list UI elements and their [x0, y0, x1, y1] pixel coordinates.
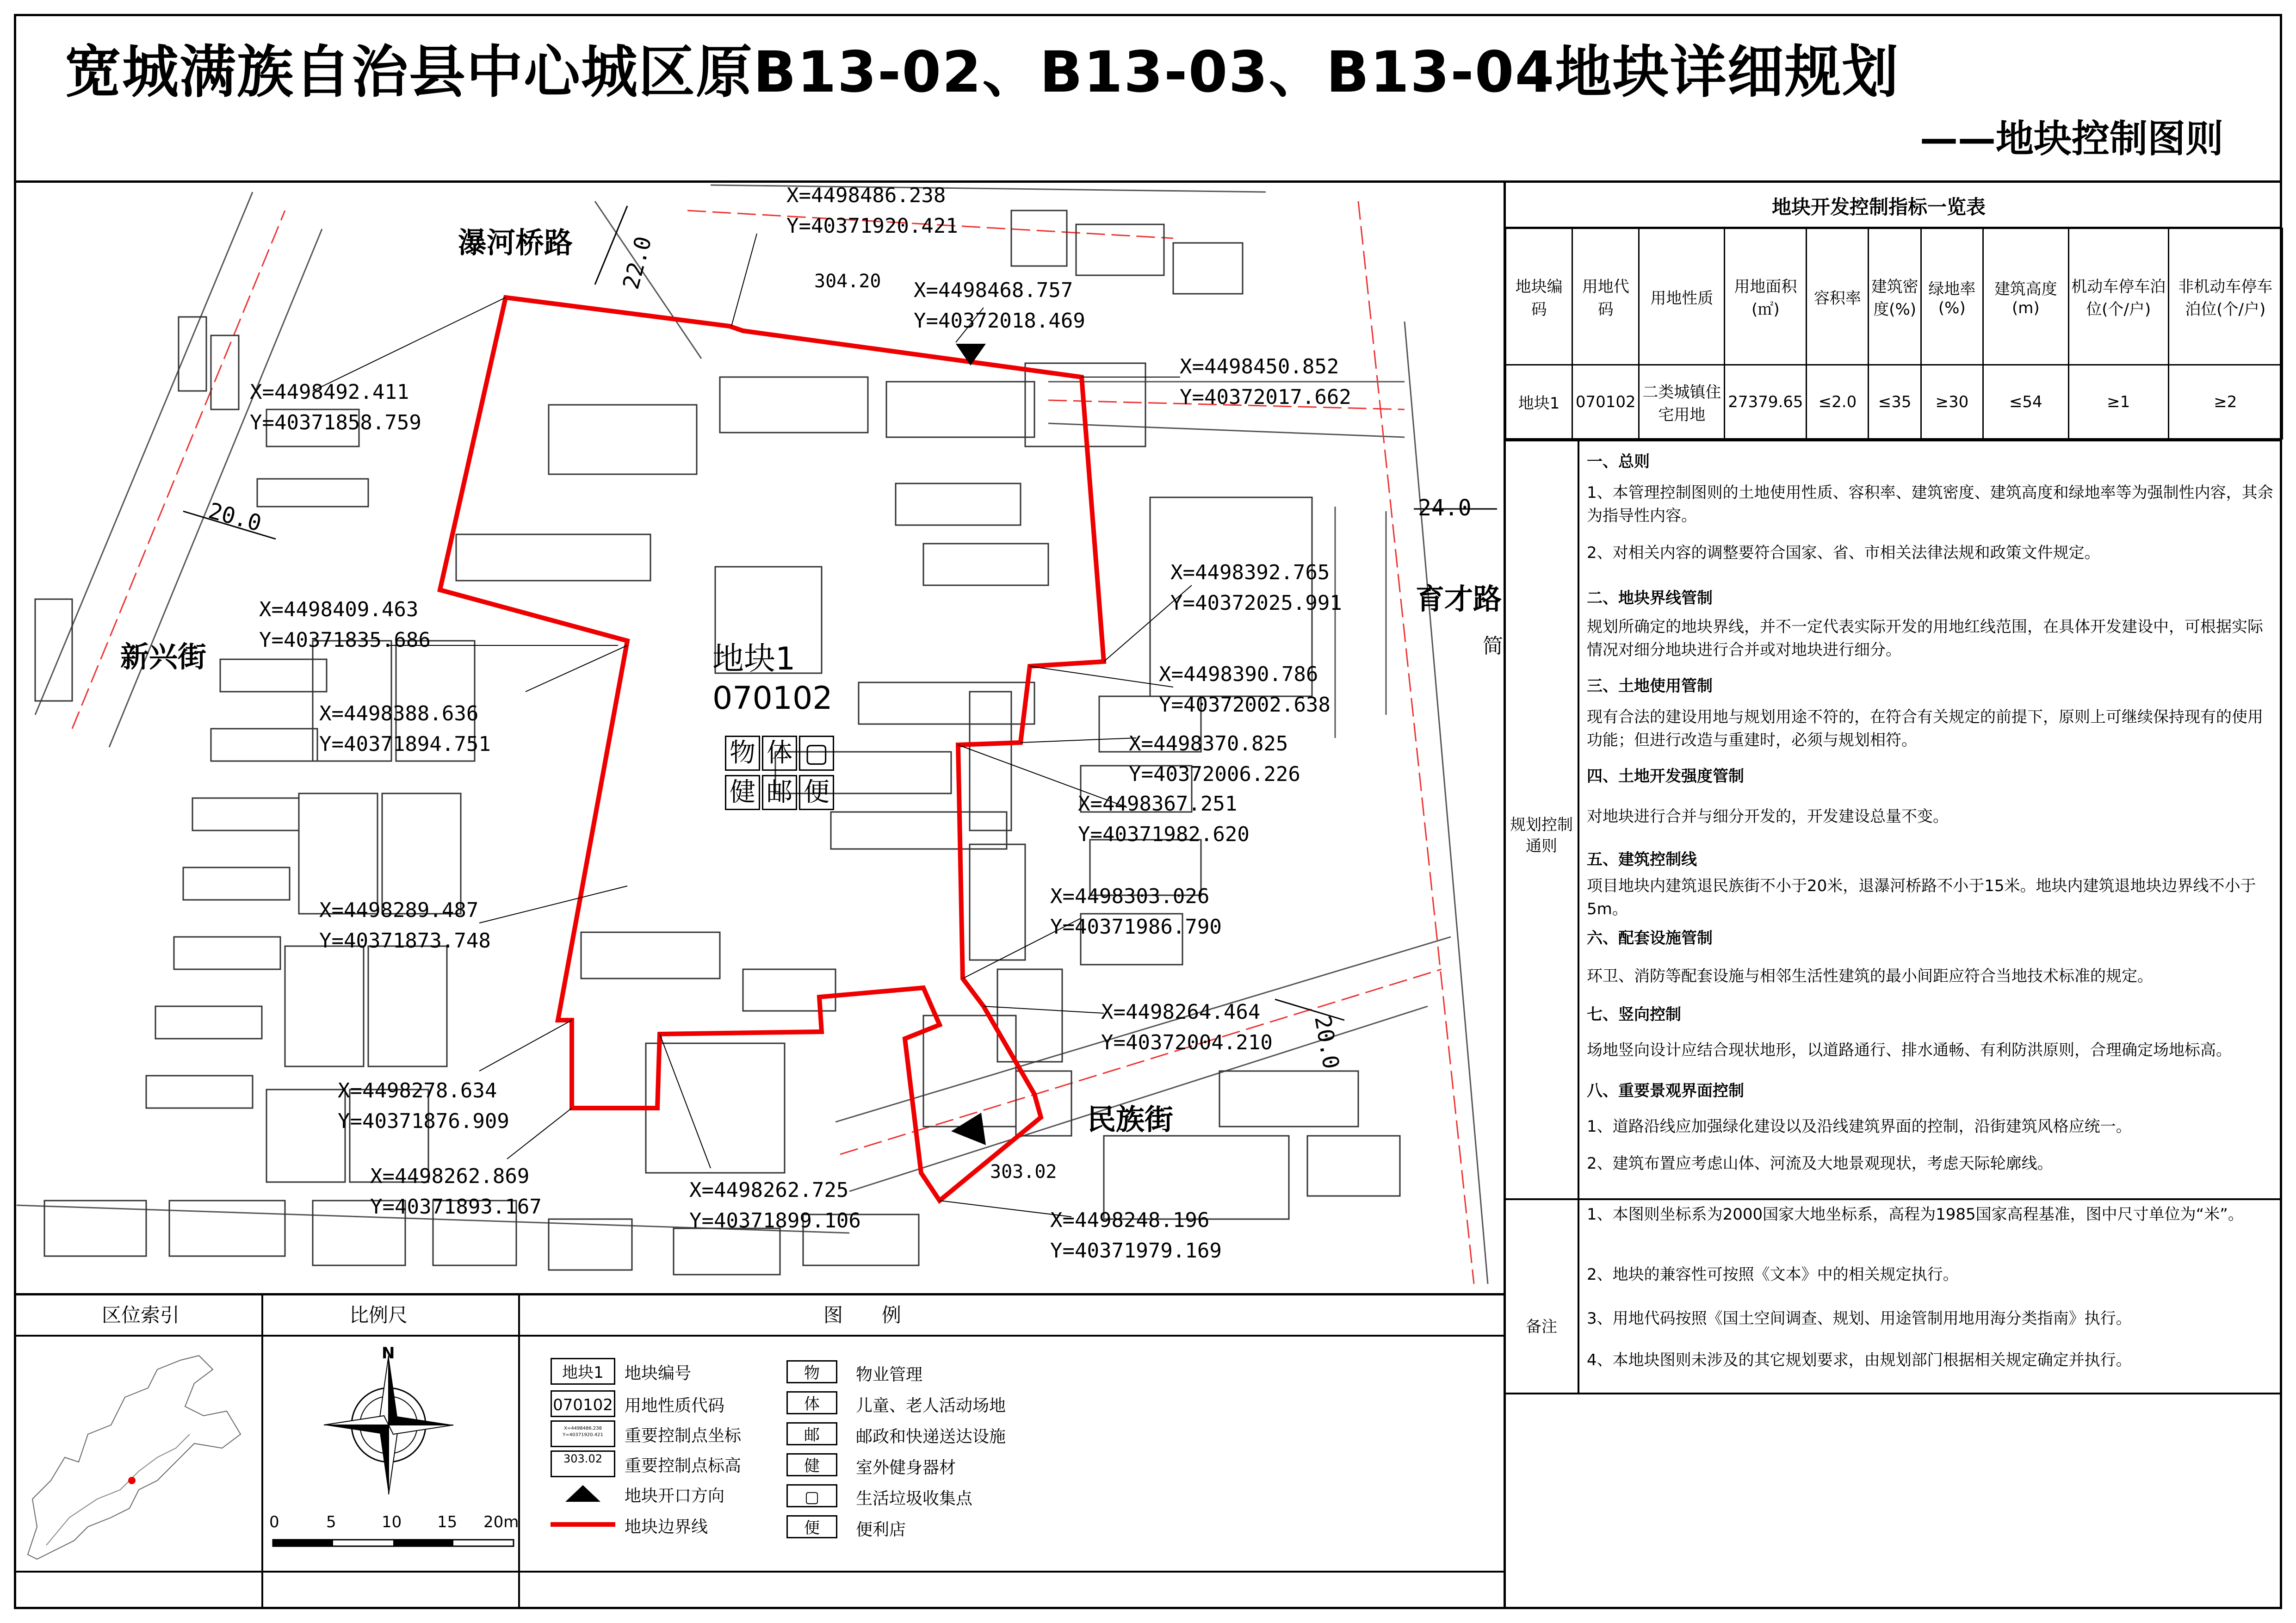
scale-tick: 0	[269, 1513, 279, 1531]
coord-label: X=4498278.634 Y=40371876.909	[338, 1079, 509, 1133]
coord-label: X=4498264.464 Y=40372004.210	[1101, 1000, 1273, 1054]
coord-label: X=4498262.725 Y=40371899.106	[689, 1178, 861, 1233]
control-table-header: 建筑高度(m)	[1983, 229, 2068, 365]
bottom-header-divider	[14, 1335, 1506, 1337]
coord-label: X=4498262.869 Y=40371893.167	[370, 1165, 542, 1219]
notes-label: 备注	[1526, 1318, 1557, 1336]
legend-key-coordinate: X=4498486.238 Y=40371920.421	[551, 1420, 615, 1447]
notes-bottom-divider	[1506, 1393, 2282, 1394]
plot-facilities-row-1	[724, 736, 835, 771]
note-item: 1、本图则坐标系为2000国家大地坐标系，高程为1985国家高程基准，图中尺寸单位为“米”。	[1587, 1205, 2244, 1224]
control-table-header: 地块编码	[1506, 229, 1572, 365]
road-width-left: 20.0	[205, 497, 264, 537]
control-table-cell: ≤54	[1983, 365, 2068, 439]
bottom-col-divider-2	[518, 1293, 520, 1609]
rules-text: 2、对相关内容的调整要符合国家、省、市相关法律法规和政策文件规定。	[1587, 544, 2100, 562]
legend-key-plot-number: 地块1	[551, 1358, 615, 1385]
rules-text: 1、道路沿线应加强绿化建设以及沿线建筑界面的控制，沿街建筑风格应统一。	[1587, 1117, 2132, 1136]
rules-heading: 二、地块界线管制	[1587, 589, 1713, 607]
control-table	[1505, 228, 2283, 440]
legend-key-fitness: 健	[786, 1453, 837, 1476]
control-table-header: 绿地率(%)	[1921, 229, 1983, 365]
coord-label: X=4498486.238 Y=40371920.421	[786, 184, 958, 238]
road-label-xin-xing-jie: 新兴街	[120, 640, 207, 674]
road-label-min-zu-jie: 民族街	[1087, 1103, 1174, 1136]
plot-code: 070102	[712, 680, 833, 717]
note-item: 4、本地块图则未涉及的其它规划要求，由规划部门根据相关规定确定并执行。	[1587, 1351, 2132, 1369]
legend-key-property: 物	[786, 1360, 837, 1383]
notes-label-divider	[1578, 1198, 1579, 1393]
elevation-top: 304.20	[814, 271, 881, 292]
control-table-header: 用地面积(㎡)	[1725, 229, 1807, 365]
control-table-header: 非机动车停车泊位(个/户)	[2168, 229, 2282, 365]
legend-key-store: 便	[786, 1515, 837, 1538]
control-table-cell: ≤2.0	[1807, 365, 1869, 439]
rules-heading: 六、配套设施管制	[1587, 929, 1713, 948]
scale-tick: 10	[382, 1513, 402, 1531]
legend-key-opening-arrow	[564, 1484, 601, 1503]
scale-tick: 20m	[483, 1513, 519, 1531]
road-label-pu-he-qiao-lu: 瀑河桥路	[458, 226, 573, 260]
legend-key-land-code: 070102	[551, 1390, 615, 1417]
rules-heading: 五、建筑控制线	[1587, 850, 1697, 869]
facility-property-management: 物	[725, 736, 760, 771]
scale-tick: 15	[437, 1513, 458, 1531]
page-title: 宽城满族自治县中心城区原B13-02、B13-03、B13-04地块详细规划	[65, 39, 1900, 105]
road-width-bottom: 20.0	[1309, 1014, 1344, 1071]
control-table-header: 建筑密度(%)	[1869, 229, 1921, 365]
control-table-cell: ≤35	[1869, 365, 1921, 439]
rules-text: 场地竖向设计应结合现状地形，以道路通行、排水通畅、有利防洪原则，合理确定场地标高。	[1587, 1041, 2232, 1059]
coord-label: X=4498492.411 Y=40371858.759	[250, 380, 421, 434]
legend-key-garbage: ▢	[786, 1484, 837, 1507]
road-label-yu-cai-lu: 育才路	[1416, 582, 1502, 616]
control-table-cell: 地块1	[1506, 365, 1572, 439]
map-bottom-divider	[14, 1293, 1506, 1295]
legend-label: 室外健身器材	[856, 1458, 956, 1477]
rules-text: 项目地块内建筑退民族街不小于20米，退瀑河桥路不小于15米。地块内建筑退地块边界线不小于5m。	[1587, 877, 2256, 918]
legend-label: 地块边界线	[625, 1518, 708, 1536]
coord-label: X=4498388.636 Y=40371894.751	[319, 702, 491, 756]
rules-text: 2、建筑布置应考虑山体、河流及大地景观现状，考虑天际轮廓线。	[1587, 1154, 2053, 1173]
control-table-cell: ≥1	[2068, 365, 2168, 439]
coord-label: X=4498450.852 Y=40372017.662	[1180, 355, 1351, 409]
coord-label: X=4498303.026 Y=40371986.790	[1050, 885, 1222, 939]
control-table-header: 容积率	[1807, 229, 1869, 365]
rules-top-divider	[1506, 440, 2282, 441]
north-label: N	[382, 1344, 395, 1363]
coord-label: X=4498248.196 Y=40371979.169	[1050, 1208, 1222, 1263]
control-table-cell: 二类城镇住宅用地	[1639, 365, 1725, 439]
rules-heading: 一、总则	[1587, 452, 1650, 471]
legend-label: 地块开口方向	[625, 1487, 725, 1505]
control-table-cell: 27379.65	[1725, 365, 1807, 439]
rules-text: 环卫、消防等配套设施与相邻生活性建筑的最小间距应符合当地技术标准的规定。	[1587, 967, 2153, 985]
elevation-bottom: 303.02	[990, 1161, 1057, 1183]
scale-bar	[268, 1536, 518, 1550]
control-table-title: 地块开发控制指标一览表	[1772, 196, 1986, 218]
legend-label: 用地性质代码	[625, 1396, 725, 1415]
coord-label: X=4498468.757 Y=40372018.469	[914, 279, 1085, 333]
location-index-title: 区位索引	[102, 1304, 180, 1326]
facility-post: 邮	[762, 775, 797, 810]
control-table-header: 用地性质	[1639, 229, 1725, 365]
facility-convenience-store: 便	[799, 775, 834, 810]
legend-key-elevation: 303.02	[551, 1450, 615, 1477]
rules-heading: 八、重要景观界面控制	[1587, 1082, 1744, 1100]
control-table-header: 机动车停车泊位(个/户)	[2068, 229, 2168, 365]
control-table-cell: 070102	[1572, 365, 1639, 439]
road-width-right: 24.0	[1418, 495, 1472, 521]
plot-facilities-row-2	[724, 775, 835, 810]
general-rules-label: 规划控制通则	[1510, 816, 1573, 855]
legend-label: 便利店	[856, 1520, 906, 1539]
facility-garbage-point: ▢	[799, 736, 834, 771]
coord-label: X=4498409.463 Y=40371835.686	[259, 598, 431, 652]
note-item: 2、地块的兼容性可按照《文本》中的相关规定执行。	[1587, 1265, 1959, 1284]
coord-label: X=4498289.487 Y=40371873.748	[319, 898, 491, 953]
rules-text: 现有合法的建设用地与规划用途不符的，在符合有关规定的前提下，原则上可继续保持现有的使用功能；但进行改造与重建时，必须与规划相符。	[1587, 708, 2263, 750]
rules-text: 规划所确定的地块界线，并不一定代表实际开发的用地红线范围，在具体开发建设中，可根据实际情况对细分地块进行合并或对地块进行细分。	[1587, 618, 2263, 659]
coord-label: X=4498392.765 Y=40372025.991	[1170, 561, 1342, 615]
control-table-header-row	[1506, 229, 2283, 365]
opening-arrow-south	[951, 1113, 986, 1145]
location-index-map	[19, 1342, 259, 1568]
legend-label: 重要控制点标高	[625, 1456, 742, 1475]
rules-label-divider	[1578, 440, 1579, 1198]
road-label-jian: 简	[1483, 634, 1503, 658]
legend-label: 邮政和快递送达设施	[856, 1427, 1006, 1446]
coord-label: X=4498367.251 Y=40371982.620	[1078, 792, 1250, 846]
bottom-footer-divider	[14, 1571, 1506, 1573]
legend-key-boundary-line	[551, 1520, 615, 1529]
bottom-col-divider-1	[261, 1293, 263, 1609]
rules-heading: 三、土地使用管制	[1587, 677, 1713, 695]
legend-key-activity: 体	[786, 1391, 837, 1414]
notes-top-divider	[1506, 1198, 2282, 1200]
facility-activity-area: 体	[762, 736, 797, 771]
legend-title: 图 例	[823, 1304, 902, 1326]
location-marker	[128, 1477, 136, 1484]
legend-label: 生活垃圾收集点	[856, 1489, 973, 1508]
legend-label: 重要控制点坐标	[625, 1426, 742, 1445]
rules-text: 1、本管理控制图则的土地使用性质、容积率、建筑密度、建筑高度和绿地率等为强制性内容，其余为指导性内容。	[1587, 483, 2273, 525]
rules-text: 对地块进行合并与细分开发的，开发建设总量不变。	[1587, 807, 1949, 826]
page-subtitle: ——地块控制图则	[1920, 117, 2224, 161]
facility-fitness: 健	[725, 775, 760, 810]
control-table-row	[1506, 365, 2283, 439]
control-table-header: 用地代码	[1572, 229, 1639, 365]
control-table-cell: ≥30	[1921, 365, 1983, 439]
note-item: 3、用地代码按照《国土空间调查、规划、用途管制用地用海分类指南》执行。	[1587, 1309, 2132, 1328]
coord-label: X=4498390.786 Y=40372002.638	[1159, 663, 1331, 717]
scale-title: 比例尺	[349, 1304, 408, 1326]
rules-heading: 七、竖向控制	[1587, 1005, 1681, 1024]
north-arrow	[315, 1342, 463, 1508]
plot-name: 地块1	[712, 641, 796, 677]
legend-key-post: 邮	[786, 1422, 837, 1445]
legend-label: 儿童、老人活动场地	[856, 1396, 1006, 1415]
rules-heading: 四、土地开发强度管制	[1587, 767, 1744, 786]
legend-label: 地块编号	[625, 1364, 692, 1383]
scale-tick: 5	[326, 1513, 336, 1531]
coord-label: X=4498370.825 Y=40372006.226	[1129, 732, 1300, 786]
legend-label: 物业管理	[856, 1365, 923, 1384]
control-table-cell: ≥2	[2168, 365, 2282, 439]
road-width-top: 22.0	[618, 233, 657, 292]
